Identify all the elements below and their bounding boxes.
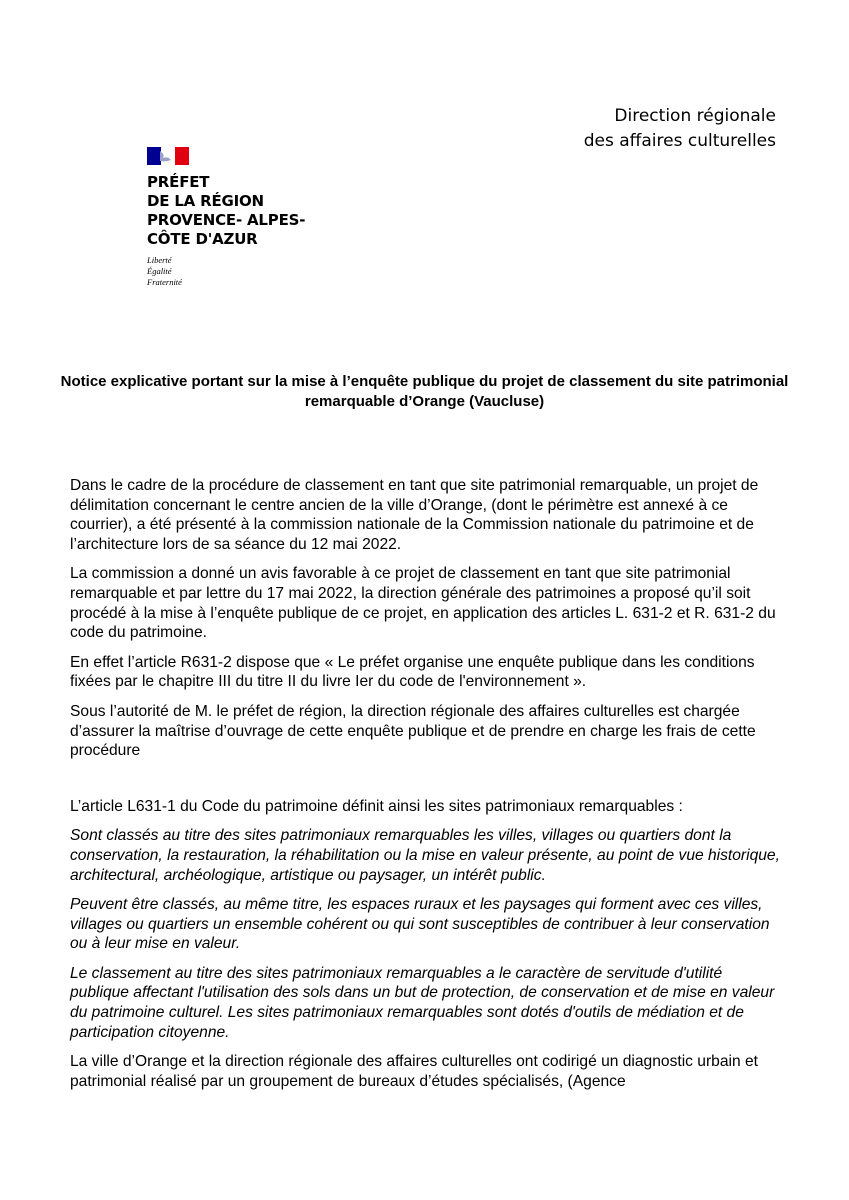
logo-line: PROVENCE- ALPES- bbox=[147, 211, 306, 229]
logo-line: DE LA RÉGION bbox=[147, 192, 264, 210]
motto-line: Égalité bbox=[147, 266, 172, 276]
notice-title: Notice explicative portant sur la mise à l’enquête publique du projet de classement du site patrimonial remarquable d’Orange (Vaucluse) bbox=[60, 373, 789, 410]
logo-line: CÔTE D'AZUR bbox=[147, 230, 258, 248]
paragraph: Sous l’autorité de M. le préfet de région, la direction régionale des affaires culturelles est chargée d’assurer la maîtrise d’ouvrage de cette enquête publique et de prendre en charge les frais de cette procédure bbox=[70, 702, 756, 760]
issuer-line-2: des affaires culturelles bbox=[583, 131, 776, 151]
marianne-flag-icon bbox=[147, 147, 189, 165]
paragraph: La ville d’Orange et la direction régionale des affaires culturelles ont codirigé un diagnostic urbain et patrimonial réalisé par un groupement de bureaux d’études spécialisés, (Agence bbox=[70, 1053, 758, 1090]
motto-line: Fraternité bbox=[147, 277, 182, 287]
logo-line: PRÉFET bbox=[147, 173, 210, 191]
issuer-heading bbox=[584, 104, 776, 154]
quoted-paragraph: Sont classés au titre des sites patrimoniaux remarquables les villes, villages ou quartiers dont la conservation, la restauration, la réhabilitation ou la mise en valeur présente, au point de vue historique, architectural, archéologique, artistique ou paysager, un intérêt public. bbox=[70, 827, 780, 884]
document-body bbox=[70, 476, 785, 1101]
paragraph: L’article L631-1 du Code du patrimoine définit ainsi les sites patrimoniaux remarquables : bbox=[70, 797, 683, 815]
paragraph: Dans le cadre de la procédure de classement en tant que site patrimonial remarquable, un projet de délimitation concernant le centre ancien de la ville d’Orange, (dont le périmètre est annexé à ce courrier), a été présenté à la commission nationale de la Commission nationale du patrimoine et de l’architecture lors de sa séance du 12 mai 2022. bbox=[70, 477, 759, 553]
logo-title bbox=[147, 173, 317, 249]
issuer-line-1: Direction régionale bbox=[614, 106, 776, 126]
paragraph: En effet l’article R631-2 dispose que « Le préfet organise une enquête publique dans les conditions fixées par le chapitre III du titre II du livre Ier du code de l'environnement ». bbox=[70, 653, 755, 691]
paragraph: La commission a donné un avis favorable à ce projet de classement en tant que site patrimonial remarquable et par lettre du 17 mai 2022, la direction générale des patrimoines a proposé qu’il soit procédé à la mise à l’enquête publique de ce projet, en application des articles L. 631-2 et R. 631-2 du code du patrimoine. bbox=[70, 565, 776, 642]
paragraph-spacer bbox=[70, 771, 785, 797]
prefecture-logo bbox=[147, 147, 317, 288]
republic-motto bbox=[147, 255, 317, 288]
quoted-paragraph: Peuvent être classés, au même titre, les espaces ruraux et les paysages qui forment avec ces villes, villages ou quartiers un ensemble cohérent ou qui sont susceptibles de contribuer à leur conservation ou à leur mise en valeur. bbox=[70, 896, 770, 953]
quoted-paragraph: Le classement au titre des sites patrimoniaux remarquables a le caractère de servitude d'utilité publique affectant l'utilisation des sols dans un but de protection, de conservation et de mise en valeur du patrimoine culturel. Les sites patrimoniaux remarquables sont dotés d'outils de médiation et de participation citoyenne. bbox=[70, 964, 775, 1041]
motto-line: Liberté bbox=[147, 255, 172, 265]
